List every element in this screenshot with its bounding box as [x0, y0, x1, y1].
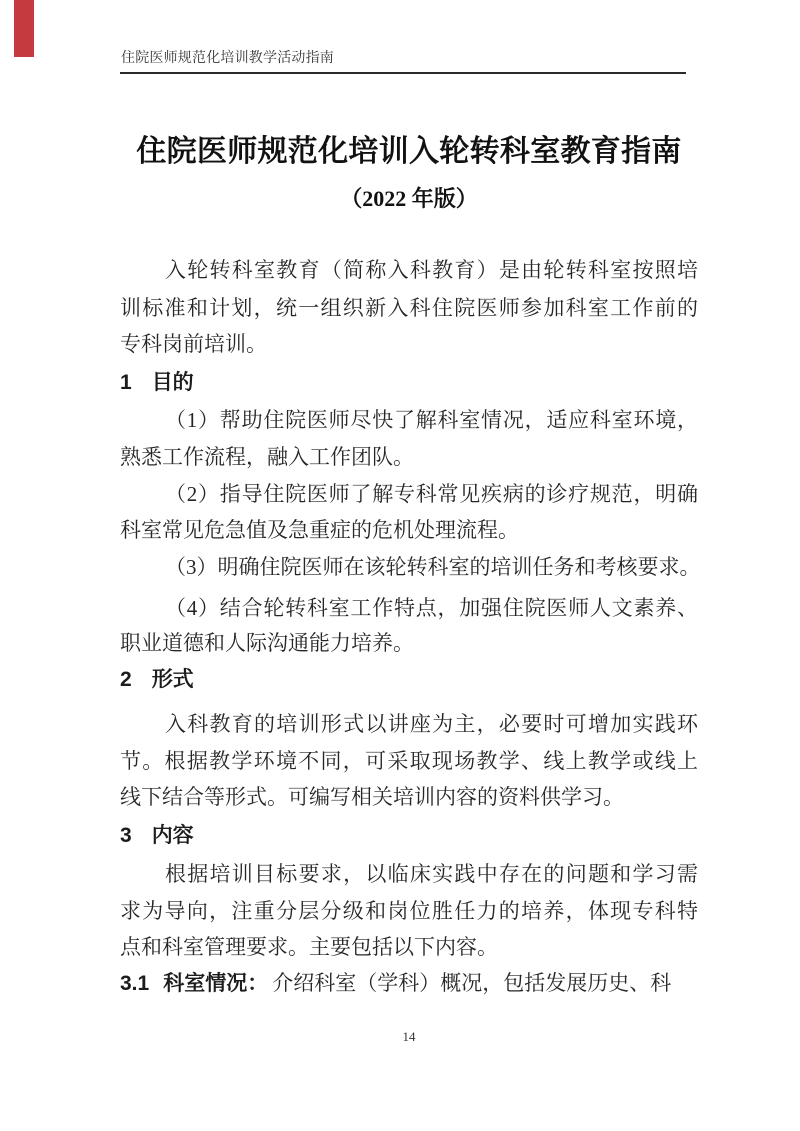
body-line: 节。根据教学环境不同，可采取现场教学、线上教学或线上	[120, 749, 698, 773]
section-title: 形式	[151, 668, 194, 691]
document-edition: （2022 年版）	[340, 186, 478, 211]
header-rule	[120, 72, 686, 74]
section-title: 目的	[151, 371, 194, 394]
body-line: （2）指导住院医师了解专科常见疾病的诊疗规范，明确	[165, 482, 698, 506]
subsection-line	[120, 969, 698, 998]
body-line: 入科教育的培训形式以讲座为主，必要时可增加实践环	[165, 712, 698, 736]
section-heading-3	[120, 822, 698, 850]
body-line: 线下结合等形式。可编写相关培训内容的资料供学习。	[120, 785, 624, 809]
body-line: （3）明确住院医师在该轮转科室的培训任务和考核要求。	[165, 555, 701, 579]
body-line: 根据培训目标要求，以临床实践中存在的问题和学习需	[165, 862, 698, 886]
running-header: 住院医师规范化培训教学活动指南	[121, 51, 334, 66]
body-line: （1）帮助住院医师尽快了解科室情况，适应科室环境，	[165, 408, 698, 432]
body-line: 职业道德和人际沟通能力培养。	[120, 631, 414, 655]
body-line: 点和科室管理要求。主要包括以下内容。	[120, 935, 498, 959]
section-number: 1	[120, 371, 132, 394]
subsection-number: 3.1	[120, 972, 150, 995]
section-number: 3	[120, 824, 132, 847]
subsection-text: 介绍科室（学科）概况，包括发展历史、科	[272, 971, 672, 995]
intro-line: 入轮转科室教育（简称入科教育）是由轮转科室按照培	[165, 258, 698, 282]
section-heading-1	[120, 369, 698, 397]
section-heading-2	[120, 666, 698, 694]
page-number: 14	[402, 1029, 416, 1044]
bookmark-ribbon	[14, 0, 34, 57]
intro-line: 专科岗前培训。	[120, 332, 267, 356]
body-line: 科室常见危急值及急重症的危机处理流程。	[120, 518, 519, 542]
document-title: 住院医师规范化培训入轮转科室教育指南	[136, 135, 682, 168]
section-title: 内容	[151, 824, 194, 847]
body-line: 熟悉工作流程，融入工作团队。	[120, 445, 414, 469]
section-number: 2	[120, 668, 132, 691]
body-line: 求为导向，注重分层分级和岗位胜任力的培养，体现专科特	[120, 899, 698, 923]
body-line: （4）结合轮转科室工作特点，加强住院医师人文素养、	[165, 596, 698, 620]
subsection-label: 科室情况：	[163, 971, 269, 995]
intro-line: 训标准和计划，统一组织新入科住院医师参加科室工作前的	[120, 296, 698, 320]
